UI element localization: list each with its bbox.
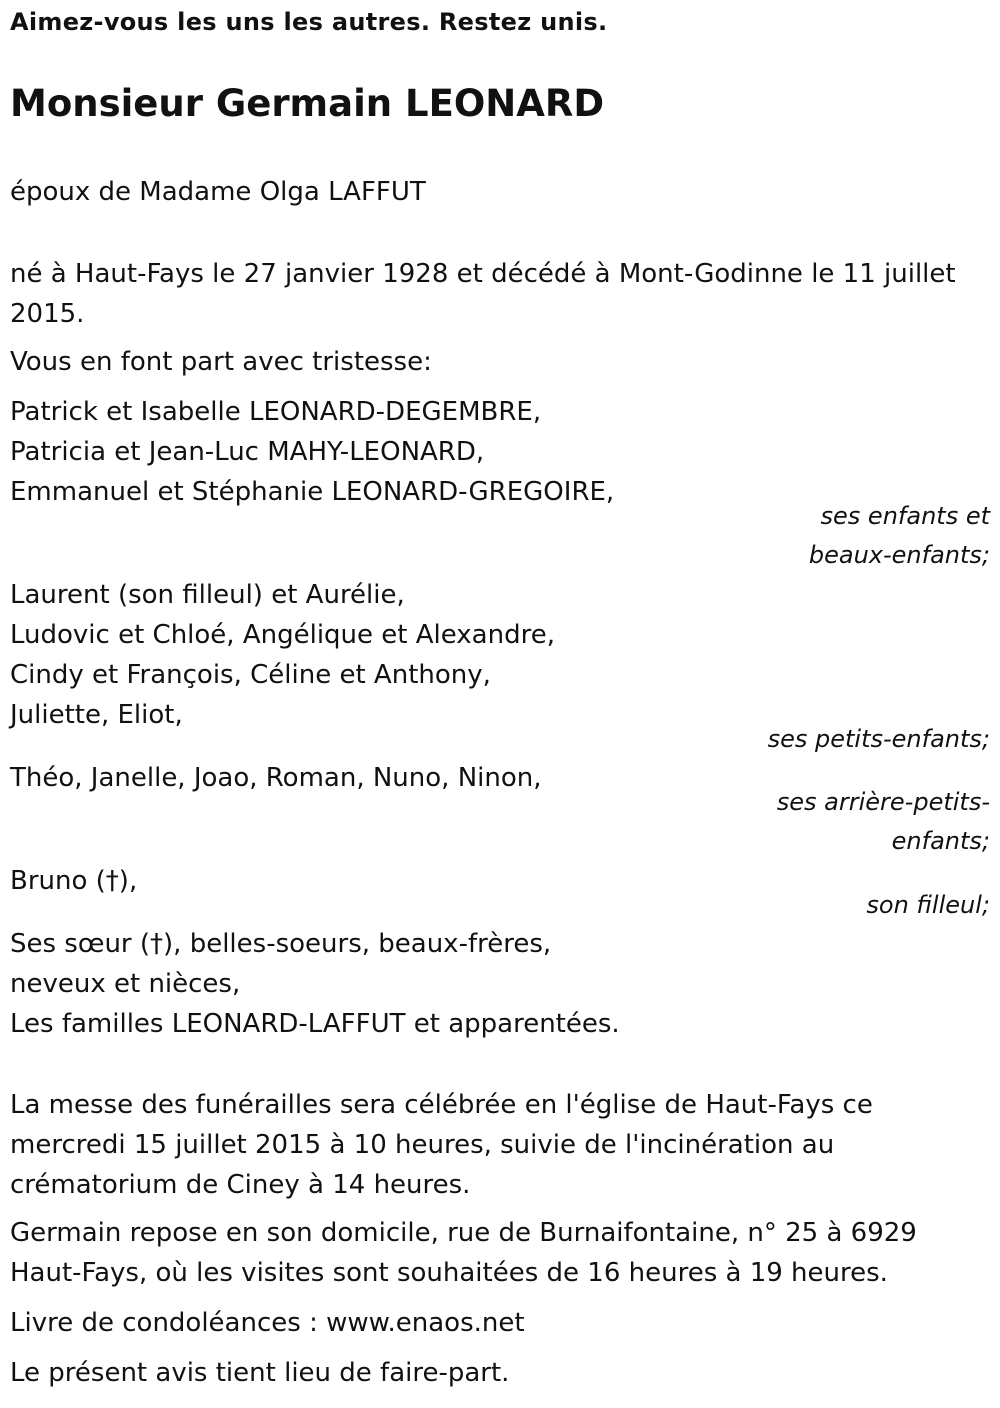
godson-relation: son filleul; [866,891,990,919]
children-relation-1: ses enfants et [820,502,990,530]
children-line-3: Emmanuel et Stéphanie LEONARD-GREGOIRE, [10,477,615,507]
grandchildren-line-4: Juliette, Eliot, [10,700,183,730]
great-grandchildren-relation-1: ses arrière-petits- [776,788,990,816]
grandchildren-line-3: Cindy et François, Céline et Anthony, [10,660,491,690]
great-grandchildren-relation-2: enfants; [891,827,990,855]
notice-text: Le présent avis tient lieu de faire-part. [10,1358,510,1388]
children-line-1: Patrick et Isabelle LEONARD-DEGEMBRE, [10,397,542,427]
intro-text: Vous en font part avec tristesse: [10,347,432,377]
birth-death-text: né à Haut-Fays le 27 janvier 1928 et décédé à Mont-Godinne le 11 juillet 2015. [10,259,956,329]
grandchildren-relation: ses petits-enfants; [767,725,990,753]
great-grandchildren-line: Théo, Janelle, Joao, Roman, Nuno, Ninon, [10,763,542,793]
children-relation-2: beaux-enfants; [808,541,990,569]
grandchildren-line-2: Ludovic et Chloé, Angélique et Alexandre, [10,620,555,650]
funeral-mass-text: La messe des funérailles sera célébrée en l'église de Haut-Fays ce mercredi 15 juillet 2015 à 10 heures, suivie de l'incinération au crématorium de Ciney à 14 heures. [10,1090,873,1200]
resting-place-text: Germain repose en son domicile, rue de Burnaifontaine, n° 25 à 6929 Haut-Fays, où les visites sont souhaitées de 16 heures à 19 heures. [10,1218,917,1288]
godson-line: Bruno (†), [10,866,138,896]
children-line-2: Patricia et Jean-Luc MAHY-LEONARD, [10,437,485,467]
family-line-3: Les familles LEONARD-LAFFUT et apparentées. [10,1009,620,1039]
spouse-line: époux de Madame Olga LAFFUT [10,177,426,207]
grandchildren-line-1: Laurent (son filleul) et Aurélie, [10,580,405,610]
deceased-name: Monsieur Germain LEONARD [10,82,605,125]
motto: Aimez-vous les uns les autres. Restez unis. [10,8,608,36]
family-line-2: neveux et nièces, [10,969,241,999]
family-line-1: Ses sœur (†), belles-soeurs, beaux-frères, [10,929,552,959]
condolences-text: Livre de condoléances : www.enaos.net [10,1308,525,1338]
